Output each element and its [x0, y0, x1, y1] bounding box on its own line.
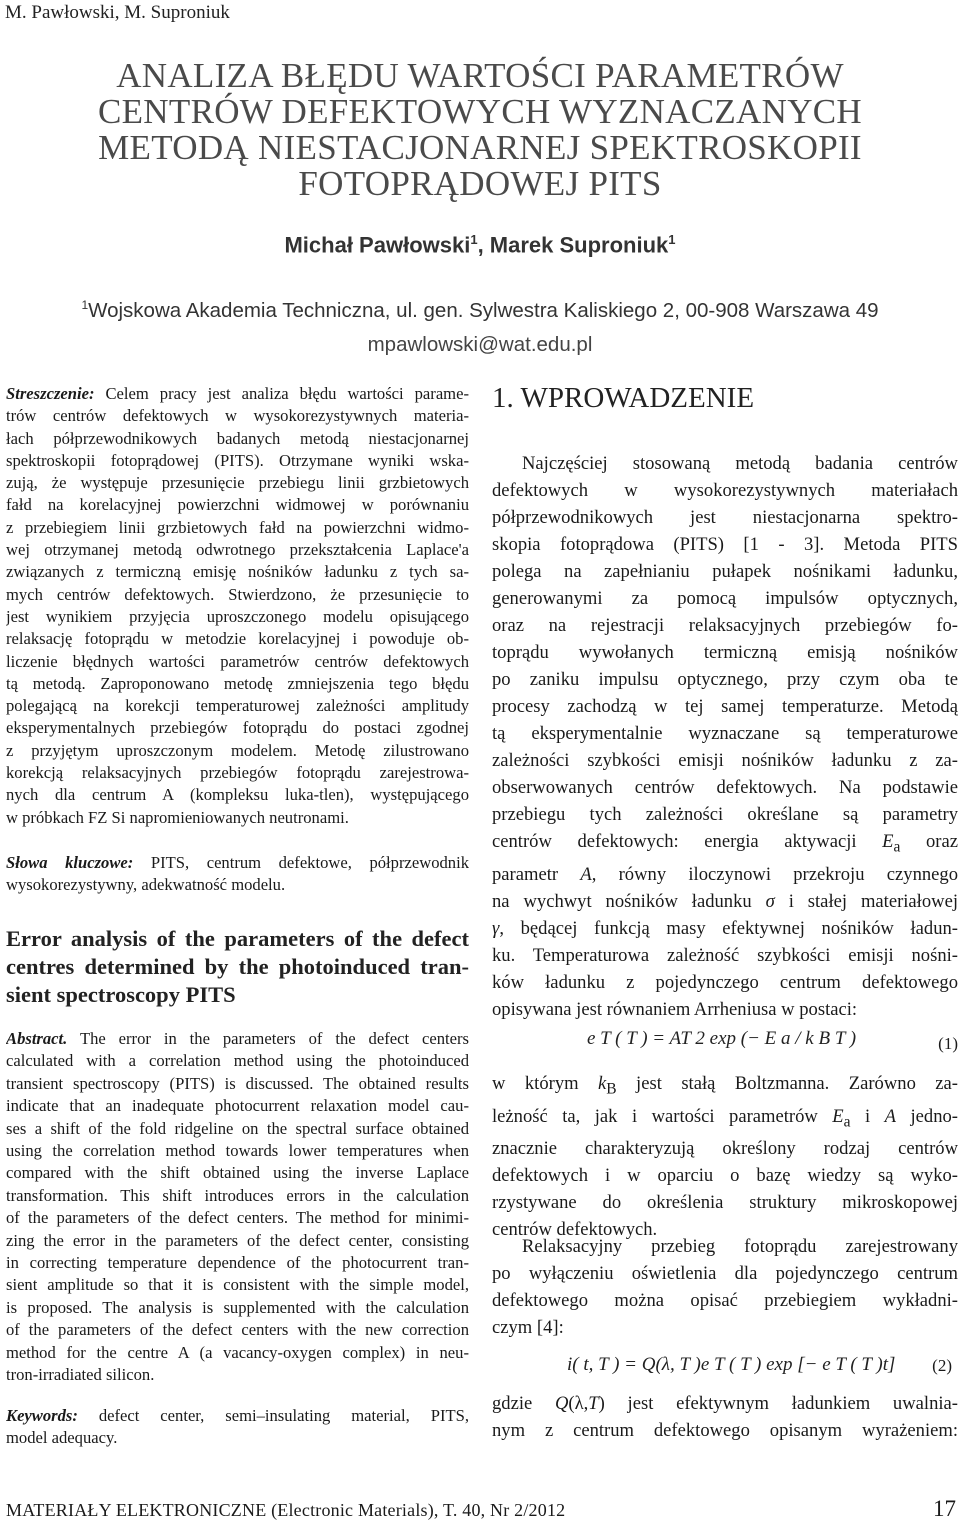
english-title-line: centres determined by the photoinduced tran- [6, 954, 469, 979]
intro-paragraph-4 [492, 1390, 958, 1444]
body-line: nym z centrum defektowego opisanym wyrażeniem: [492, 1420, 958, 1441]
title-line: ANALIZA BŁĘDU WARTOŚCI PARAMETRÓW [116, 56, 844, 95]
abstract-line: łach półprzewodnikowych badanych metodą niestacjonarnej [6, 428, 469, 448]
english-title-line: sient spectroscopy PITS [6, 982, 236, 1007]
keywords-english [6, 1405, 469, 1450]
abstract-line: indicate that an inadequate photocurrent relaxation model cau- [6, 1096, 469, 1116]
keywords-line: PITS, centrum defektowe, półprzewodnik [133, 853, 469, 872]
authors [0, 232, 960, 258]
body-line: znacznie charakteryzują określony rodzaj centrów [492, 1138, 958, 1160]
equation-2 [492, 1352, 958, 1388]
equation-body: e T ( T ) = AT 2 exp (− E a / k B T ) [587, 1028, 857, 1049]
math-variable: A [580, 863, 592, 885]
body-line: generowanymi za pomocą impulsów optycznych, [492, 588, 958, 609]
abstract-line: sient amplitude so that it is consistent with the simple model, [6, 1275, 469, 1295]
abstract-line: ses a shift of the fold ridgeline on the spectral surface obtained [6, 1118, 469, 1138]
keywords-label: Słowa kluczowe: [6, 853, 134, 872]
intro-paragraph-1 [492, 450, 958, 1023]
abstract-line: eksperymentalnych przebiegów fotoprądu do postaci zgodnej [6, 718, 469, 738]
body-line: centrów defektowych. [492, 1219, 658, 1241]
math-variable: T [588, 1393, 599, 1414]
keywords-polish [6, 852, 469, 897]
body-line: po wyłączeniu oświetlenia dla pojedynczego centrum [492, 1263, 958, 1284]
abstract-line: zing the error in the parameters of the defect center, consisting [6, 1230, 469, 1250]
affiliation-address: Wojskowa Akademia Techniczna, ul. gen. Sylwestra Kaliskiego 2, 00-908 Warszawa 49 [88, 298, 879, 322]
keywords-line: defect center, semi–insulating material, PITS, [77, 1406, 469, 1425]
body-line: półprzewodnikowych jest niestacjonarna spektro- [492, 507, 958, 528]
math-subscript: a [843, 1113, 851, 1131]
body-line: na wychwyt nośników ładunku σ i stałej materiałowej [492, 890, 958, 912]
abstract-line: tron-irradiated silicon. [6, 1365, 155, 1385]
body-line: gdzie Q(λ,T) jest efektywnym ładunkiem uwalnia- [492, 1393, 958, 1414]
abstract-line: Celem pracy jest analiza błędu wartości parame- [94, 384, 469, 403]
abstract-line: spektroskopii fotoprądowej (PITS). Otrzymane wyniki wska- [6, 450, 469, 470]
body-line: defektowych i w oparciu o bazę wiedzy są wyko- [492, 1165, 958, 1187]
abstract-line: tą metodą. Zaproponowano metodę zmniejszenia tego błędu [6, 673, 469, 693]
abstract-line: is proposed. The analysis is supplemented with the calculation [6, 1297, 469, 1317]
abstract-label: Abstract. [6, 1029, 68, 1048]
abstract-line: związanych z termiczną emisję nośników ładunku z tych sa- [6, 562, 469, 582]
math-variable: k [598, 1073, 607, 1094]
body-line: parametr A, równy iloczynowi przekroju czynnego [492, 863, 958, 885]
math-variable: σ [765, 890, 775, 912]
intro-paragraph-2 [492, 1070, 958, 1243]
body-line: po zaniku impulsu optycznego, przy czym oba te [492, 669, 958, 690]
affiliation-mark: 1 [668, 232, 676, 247]
author-separator: , [477, 232, 490, 258]
equation-number: (1) [938, 1034, 958, 1053]
body-line: ków ładunku z pojedynczego centrum defektowego [492, 971, 958, 993]
abstract-line: jest wynikiem przyjęcia uproszczonego modelu opisującego [6, 606, 469, 626]
author-name: Marek Suproniuk [489, 232, 669, 258]
running-head: M. Pawłowski, M. Suproniuk [5, 2, 230, 23]
body-line: Najczęściej stosowaną metodą badania centrów [522, 453, 958, 474]
math-variable: Q [554, 1393, 569, 1414]
abstract-line: of the parameters of the defect centers. The method for minimi- [6, 1208, 469, 1228]
abstract-line: The error in the parameters of the defect centers [67, 1029, 469, 1048]
abstract-polish [6, 383, 469, 829]
title-line: CENTRÓW DEFEKTOWYCH WYZNACZANYCH [97, 92, 862, 131]
abstract-line: zują, że występuje przesunięcie przebiegu linii grzbietowych [6, 473, 469, 493]
abstract-english [6, 1028, 469, 1387]
paper-title [0, 58, 960, 202]
keywords-label: Keywords: [6, 1406, 78, 1425]
body-line: obserwowanych centrów defektowych. Na podstawie [492, 777, 958, 798]
math-subscript: a [893, 838, 901, 856]
body-line: toprądu wywołanych termiczną emisją nośników [492, 642, 958, 663]
body-line: centrów defektowych: energia aktywacji $E_a$ oraz [492, 831, 958, 856]
math-variable: E [832, 1105, 844, 1127]
abstract-line: z przyjętym uproszczonym modelem. Metodę zilustrowano [6, 740, 469, 760]
body-line: defektowych w wysokorezystywnych materiałach [492, 480, 958, 501]
keywords-line: model adequacy. [6, 1428, 118, 1448]
abstract-line: korekcją relaksacyjnych przebiegów fotoprądu zarejestrowa- [6, 763, 469, 783]
body-line: przebiegu tych zależności określane są parametry [492, 804, 958, 825]
abstract-line: of the parameters of the defect centers with the new correction [6, 1320, 469, 1340]
abstract-line: calculated with a correlation method using the photoinduced [6, 1051, 469, 1071]
affiliation-mark: 1 [81, 298, 89, 312]
body-line: zależności szybkości emisji nośników ładunku z za- [492, 750, 958, 771]
abstract-line: relaksację fotoprądu w metodzie korelacyjnej i powoduje ob- [6, 629, 469, 649]
abstract-line: wej otrzymanej metodą odwrotnego przekształcenia Laplace'a [6, 540, 469, 560]
affiliation [0, 288, 960, 362]
keywords-line: wysokorezystywny, adekwatność modelu. [6, 875, 286, 895]
body-line: ku. Temperaturowa zależność szybkości emisji nośni- [492, 944, 958, 966]
email-link[interactable]: mpawlowski@wat.edu.pl [367, 332, 593, 356]
math-variable: γ [492, 917, 500, 939]
abstract-line: mych centrów defektowych. Stwierdzono, że przesunięcie to [6, 584, 469, 604]
math-subscript: B [606, 1080, 617, 1098]
body-line: Relaksacyjny przebieg fotoprądu zarejestrowany [522, 1236, 958, 1257]
intro-paragraph-3 [492, 1233, 958, 1341]
journal-footer: MATERIAŁY ELEKTRONICZNE (Electronic Materials), T. 40, Nr 2/2012 [6, 1500, 566, 1520]
equation-number: (2) [932, 1356, 952, 1375]
abstract-line: liczenie błędnych wartości parametrów centrów defektowych [6, 651, 469, 671]
body-line: polega na zapełnianiu pułapek nośnikami ładunku, [492, 561, 958, 582]
abstract-line: fałd na korelacyjnej powierzchni widmowej w porównaniu [6, 495, 469, 515]
abstract-line: trów centrów defektowych w wysokorezystywnych materia- [6, 406, 469, 426]
body-line: procesy zachodzą w tej samej temperaturze. Metodą [492, 696, 958, 717]
abstract-line: w próbkach FZ Si napromieniowanych neutronami. [6, 807, 349, 827]
abstract-line: nych dla centrum A (kompleksu luka-tlen), występującego [6, 785, 469, 805]
page-number: 17 [933, 1496, 956, 1521]
body-line: γ, będącej funkcją masy efektywnej nośników ładun- [492, 917, 958, 939]
math-variable: E [882, 831, 894, 852]
body-line: opisywana jest równaniem Arrheniusa w postaci: [492, 998, 858, 1020]
english-title-line: Error analysis of the parameters of the defect [6, 926, 469, 951]
abstract-line: method for the centre A (a vacancy-oxygen complex) in neu- [6, 1342, 469, 1362]
section-heading: 1. WPROWADZENIE [492, 382, 755, 414]
abstract-line: z przebiegiem linii grzbietowych fałd na powierzchni widmo- [6, 517, 469, 537]
english-title [6, 925, 469, 1009]
abstract-line: compared with the shift obtained using the inverse Laplace [6, 1163, 469, 1183]
abstract-line: polegającą na korekcji temperaturowej zależności amplitudy [6, 696, 469, 716]
body-line: tą eksperymentalnie wyznaczane są temperaturowe [492, 723, 958, 744]
body-line: rzystywane do określenia struktury mikroskopowej [492, 1192, 958, 1214]
abstract-label: Streszczenie: [6, 384, 95, 403]
body-line: defektowego można opisać przebiegiem wykładni- [492, 1290, 958, 1311]
title-line: METODĄ NIESTACJONARNEJ SPEKTROSKOPII [98, 128, 862, 167]
abstract-line: in correcting temperature dependence of the photocurrent tran- [6, 1253, 469, 1273]
body-line: skopia fotoprądowa (PITS) [1 - 3]. Metoda PITS [492, 534, 958, 555]
equation-1 [492, 1028, 958, 1062]
body-line: leżność ta, jak i wartości parametrów $E_a$ i A jedno- [492, 1105, 958, 1131]
equation-body: i( t, T ) = Q(λ, T )e T ( T ) exp [− e T ( T )t] [567, 1354, 896, 1375]
abstract-line: using the correlation method towards lower temperatures when [6, 1141, 469, 1161]
body-line: w którym $k_B$ jest stałą Boltzmanna. Zarówno za- [492, 1073, 958, 1098]
math-variable: A [884, 1105, 897, 1127]
author-name: Michał Pawłowski [284, 232, 471, 258]
affiliation-mark: 1 [470, 232, 478, 247]
abstract-line: transformation. This shift introduces errors in the calculation [6, 1185, 469, 1205]
body-line: oraz na rejestracji relaksacyjnych przebiegów fo- [492, 615, 958, 636]
title-line: FOTOPRĄDOWEJ PITS [298, 164, 662, 203]
body-line: czym [4]: [492, 1317, 564, 1338]
abstract-line: transient spectroscopy (PITS) is discussed. The obtained results [6, 1073, 469, 1093]
